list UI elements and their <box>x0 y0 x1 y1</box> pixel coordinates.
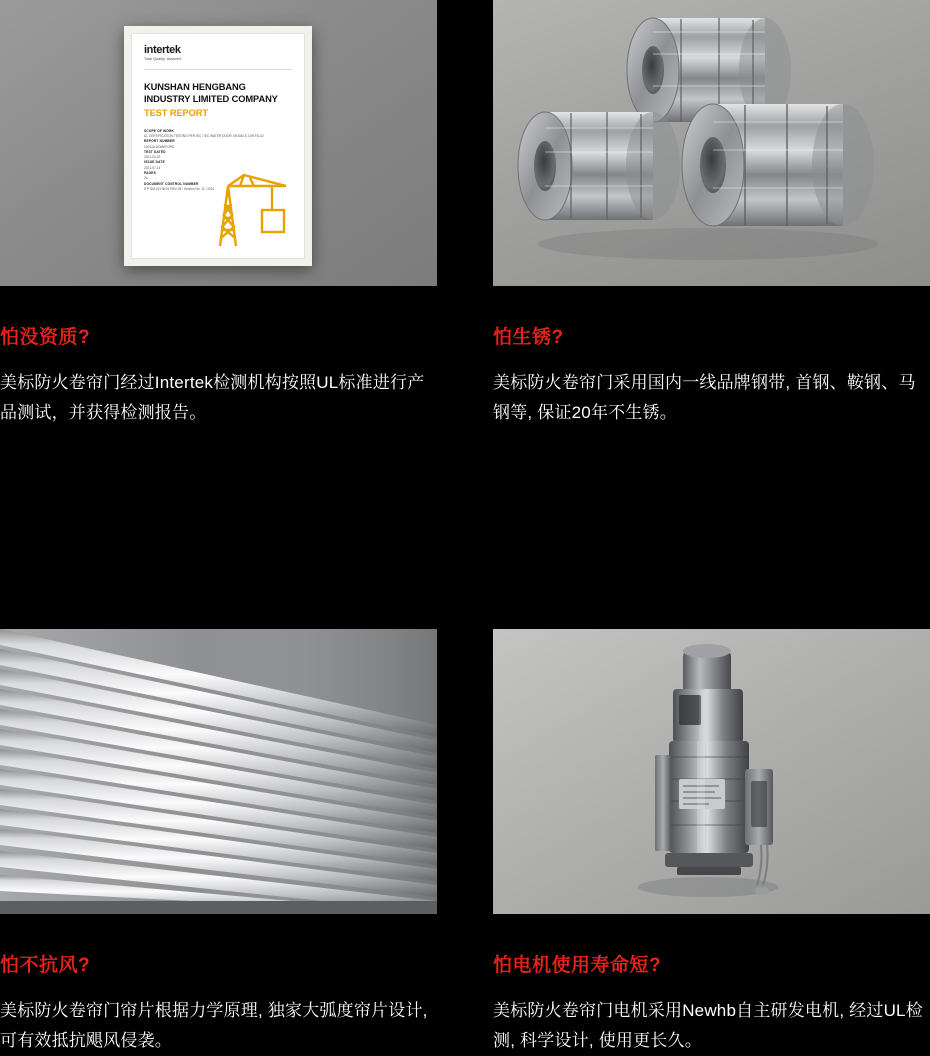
feature-title: 怕不抗风? <box>0 955 91 977</box>
certificate-field-label: PAGES <box>144 171 156 176</box>
certificate-company: KUNSHAN HENGBANG INDUSTRY LIMITED COMPANY <box>144 82 278 104</box>
certificate-field-label: REPORT NUMBER <box>144 139 175 144</box>
certificate-field-value: 2021-04-22 <box>144 155 161 160</box>
certificate-doc-type: TEST REPORT <box>144 107 208 118</box>
certificate-field-value: 2021-07-14 <box>144 165 161 170</box>
shutter-slats-illustration-icon <box>0 629 437 914</box>
certificate-field-value: UL CERTIFICATION TESTING PER IEC / IEC WATER DOOR, MODELS C/W FD-02 <box>144 134 264 139</box>
certificate-field-value: ITP GM-02 HB-01 REV 05 / Section No. 11 / 2021 <box>144 186 215 191</box>
feature-description: 美标防火卷帘门帘片根据力学原理, 独家大弧度帘片设计, 可有效抵抗飓风侵袭。 <box>0 1001 428 1050</box>
feature-card-rust <box>493 0 930 427</box>
certificate-paper <box>124 26 312 266</box>
motor-image <box>493 629 930 914</box>
feature-description: 美标防火卷帘门经过Intertek检测机构按照UL标准进行产品测试，并获得检测报告。 <box>0 372 425 422</box>
certificate-image <box>0 0 437 286</box>
certificate-field-value: 102418-DOMEFORD <box>144 144 175 149</box>
shutter-slats-image <box>0 629 437 914</box>
feature-title: 怕生锈? <box>493 327 564 348</box>
intertek-logo-tagline: Total Quality. Assured. <box>144 57 182 61</box>
intertek-logo: intertek <box>144 44 181 56</box>
steel-coils-illustration-icon <box>493 0 930 286</box>
feature-title: 怕电机使用寿命短? <box>493 955 662 977</box>
crane-illustration-icon <box>210 166 296 250</box>
feature-card-wind <box>0 629 437 1055</box>
motor-illustration-icon <box>493 629 930 914</box>
feature-title: 怕没资质? <box>0 327 91 348</box>
certificate-field-label: DOCUMENT CONTROL NUMBER <box>144 181 199 186</box>
feature-description: 美标防火卷帘门采用国内一线品牌钢带, 首钢、鞍钢、马钢等, 保证20年不生锈。 <box>493 372 916 422</box>
certificate-field-label: ISSUE DATE <box>144 160 165 165</box>
certificate-field-value: 24 <box>144 176 148 181</box>
feature-card-motor <box>493 629 930 1055</box>
feature-card-qualification <box>0 0 437 427</box>
certificate-field-label: TEST DATED <box>144 149 166 154</box>
feature-description: 美标防火卷帘门电机采用Newhb自主研发电机, 经过UL检测, 科学设计, 使用更长久。 <box>493 1001 923 1050</box>
steel-coils-image <box>493 0 930 286</box>
certificate-divider <box>144 69 292 70</box>
certificate-field-label: SCOPE OF WORK <box>144 128 175 133</box>
